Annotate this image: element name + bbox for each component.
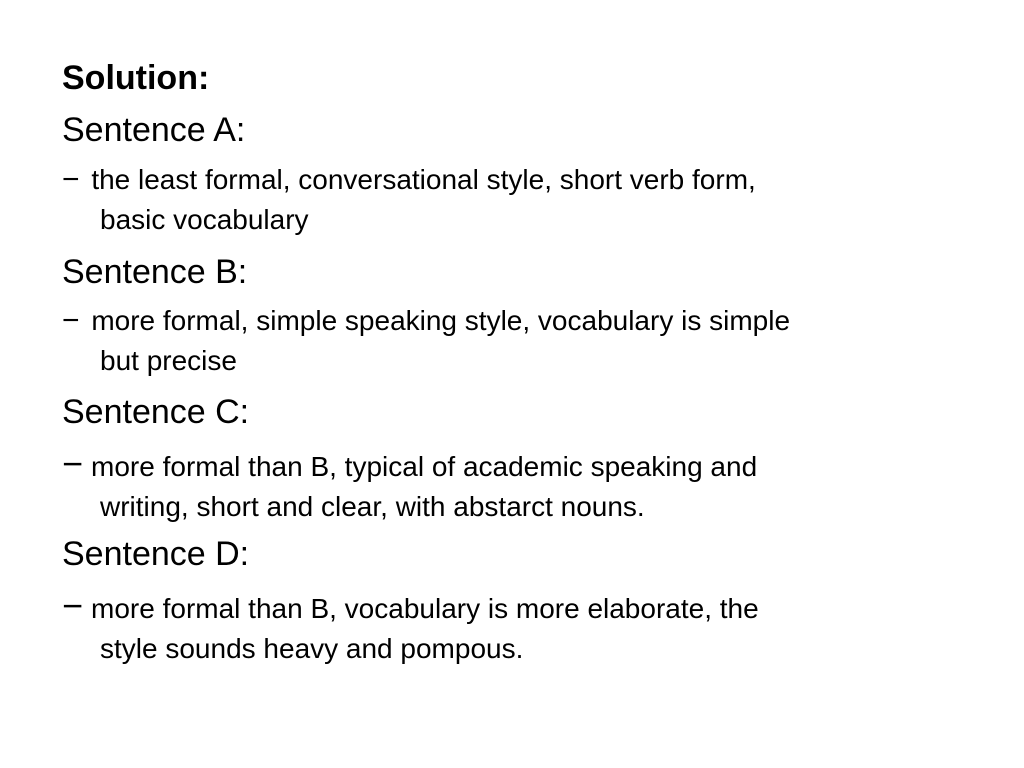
sentence-d-line-2: style sounds heavy and pompous. xyxy=(100,633,524,664)
sentence-c-description xyxy=(62,444,962,527)
sentence-a-title: Sentence A: xyxy=(62,111,246,149)
dash-bullet-icon: − xyxy=(62,443,84,484)
sentence-b-line-2: but precise xyxy=(100,345,237,376)
sentence-b-text-1: more formal, simple speaking style, vocabulary is simple xyxy=(91,305,791,336)
sentence-c-line-2: writing, short and clear, with abstarct nouns. xyxy=(100,491,645,522)
sentence-a-description xyxy=(62,160,962,240)
sentence-a-line-2: basic vocabulary xyxy=(100,204,309,235)
sentence-b-title: Sentence B: xyxy=(62,253,248,291)
sentence-a-text-1: the least formal, conversational style, short verb form, xyxy=(91,164,756,195)
sentence-d-title: Sentence D: xyxy=(62,535,250,573)
sentence-d-text-1: more formal than B, vocabulary is more elaborate, the xyxy=(91,593,759,624)
sentence-a-line-1 xyxy=(62,160,962,200)
sentence-d-line-1 xyxy=(62,586,962,629)
dash-bullet-icon: − xyxy=(62,163,80,196)
sentence-b-line-1 xyxy=(62,301,962,341)
sentence-c-title: Sentence C: xyxy=(62,393,250,431)
sentence-c-text-1: more formal than B, typical of academic speaking and xyxy=(91,451,758,482)
sentence-b-description xyxy=(62,301,962,381)
dash-bullet-icon: − xyxy=(62,304,80,337)
solution-heading: Solution: xyxy=(62,59,210,97)
sentence-d-description xyxy=(62,586,962,669)
dash-bullet-icon: − xyxy=(62,585,84,626)
sentence-c-line-1 xyxy=(62,444,962,487)
